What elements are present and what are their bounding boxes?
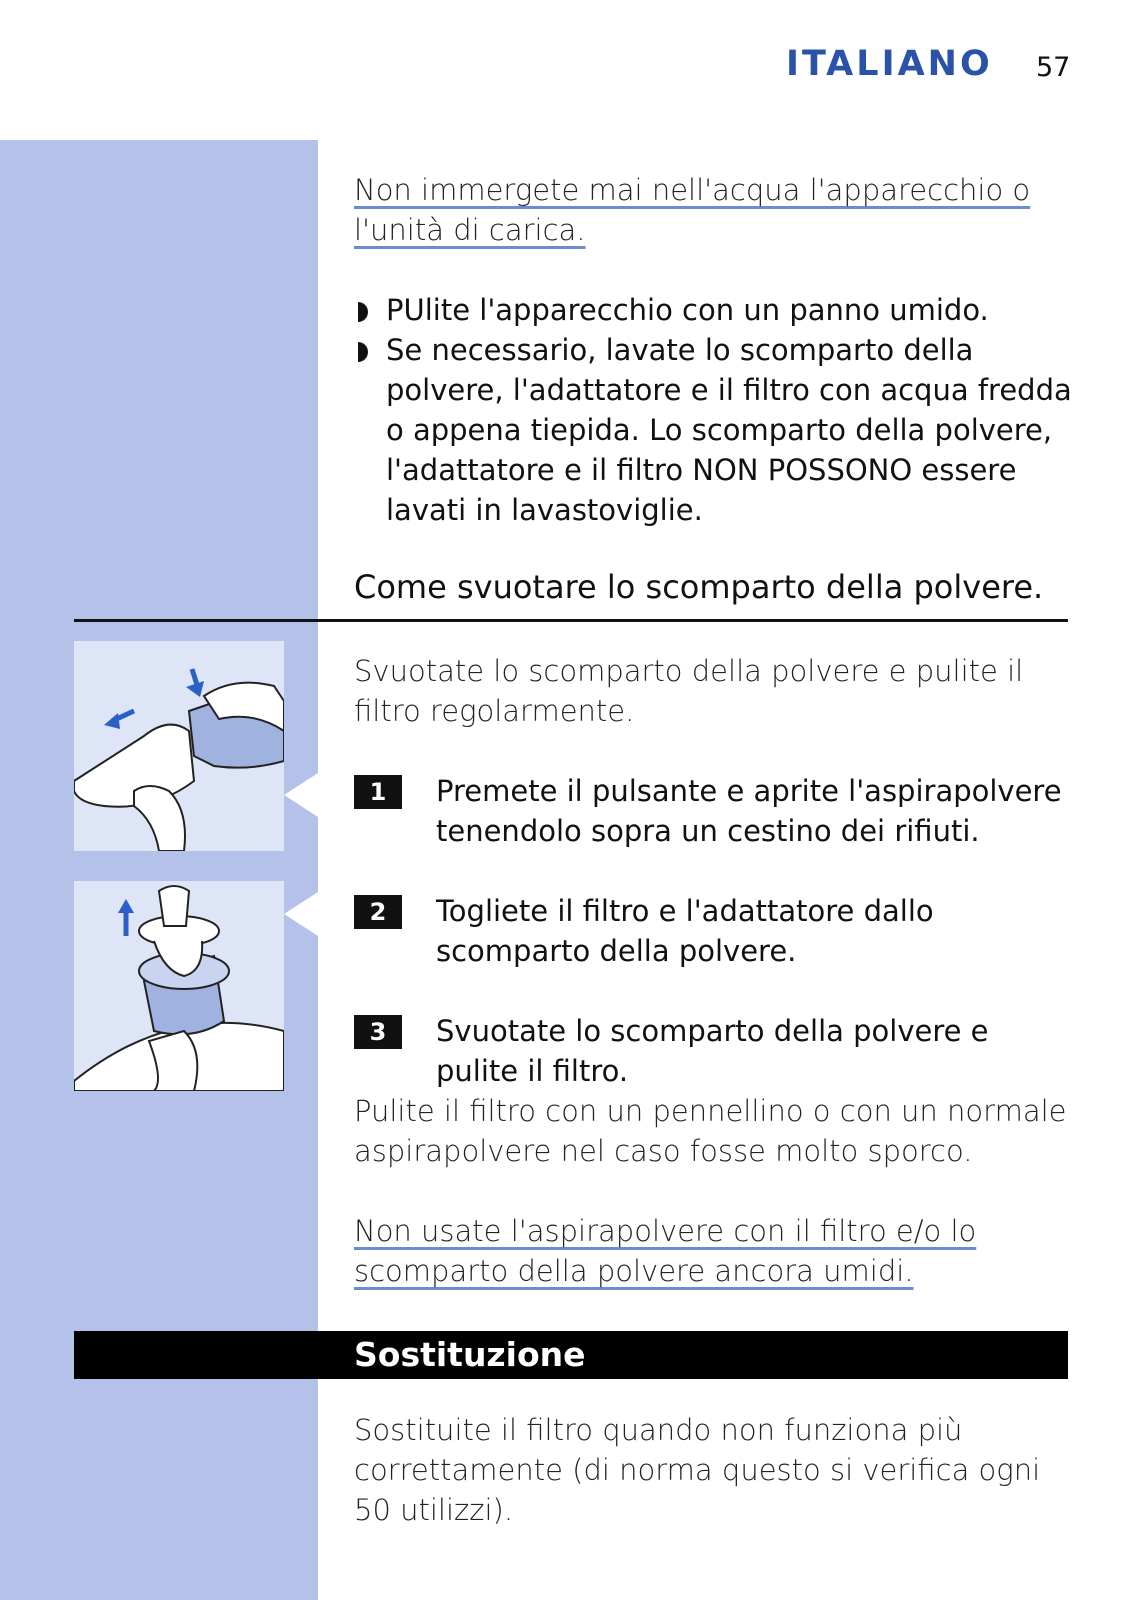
step-1	[354, 771, 1074, 851]
warning-line-2: scomparto della polvere ancora umidi.	[354, 1254, 914, 1288]
page-number: 57	[1036, 52, 1071, 83]
section-intro: Svuotate lo scomparto della polvere e pulite il filtro regolarmente.	[354, 654, 1024, 728]
cleaning-note: Pulite il filtro con un pennellino o con un normale aspirapolvere nel caso fosse molto sporco.	[354, 1094, 1067, 1168]
illustration-open-vacuum	[74, 641, 284, 851]
step-number: 1	[354, 775, 402, 809]
figure-pointer	[284, 773, 318, 817]
section-title-empty-dust: Come svuotare lo scomparto della polvere.	[354, 568, 1044, 606]
step-2	[354, 891, 1074, 971]
warning-line-1: Non immergete mai nell'acqua l'apparecchio o	[354, 173, 1031, 207]
step-number: 3	[354, 1015, 402, 1049]
section-divider	[74, 619, 1068, 622]
step-number: 2	[354, 895, 402, 929]
cleaning-bullets	[354, 290, 1074, 530]
bullet-item: PUlite l'apparecchio con un panno umido.	[354, 290, 1074, 330]
bullet-item: Se necessario, lavate lo scomparto della polvere, l'adattatore e il filtro con acqua fredda o appena tiepida. Lo scomparto della polvere, l'adattatore e il filtro NON POSSONO essere lavati in lavastoviglie.	[354, 330, 1074, 530]
section-bar-replacement	[74, 1331, 1068, 1379]
language-label: ITALIANO	[786, 44, 993, 84]
illustration-open-vacuum-drawing	[74, 641, 284, 851]
warning-line-2: l'unità di carica.	[354, 213, 586, 247]
sidebar-band	[0, 140, 318, 1600]
step-text: Svuotate lo scomparto della polvere e pulite il filtro.	[436, 1014, 989, 1088]
section-title-replacement: Sostituzione	[354, 1335, 586, 1374]
illustration-remove-filter	[74, 881, 284, 1091]
step-text: Togliete il filtro e l'adattatore dallo scomparto della polvere.	[436, 894, 934, 968]
warning-line-1: Non usate l'aspirapolvere con il filtro e/o lo	[354, 1214, 977, 1248]
warning-immersion	[354, 170, 1074, 250]
step-3	[354, 1011, 1074, 1091]
step-text: Premete il pulsante e aprite l'aspirapolvere tenendolo sopra un cestino dei rifiuti.	[436, 774, 1062, 848]
illustration-remove-filter-drawing	[74, 881, 284, 1091]
replacement-text: Sostituite il filtro quando non funziona più correttamente (di norma questo si verifica ogni 50 utilizzi).	[354, 1413, 1041, 1527]
warning-damp	[354, 1211, 1074, 1291]
figure-pointer	[284, 892, 318, 936]
